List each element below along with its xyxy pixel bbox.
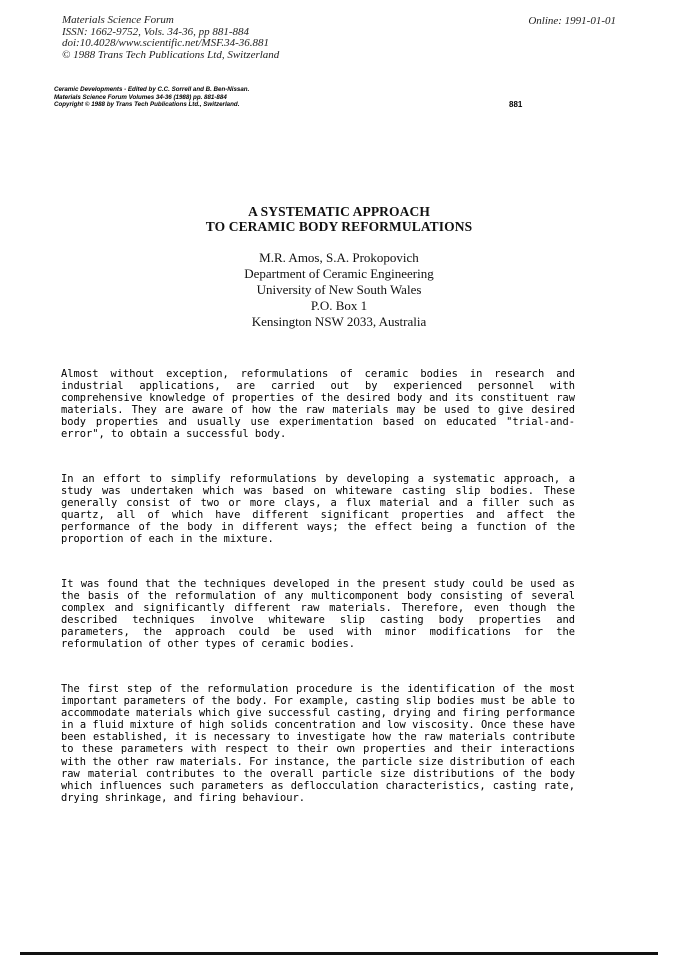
citation-block (54, 86, 249, 109)
body-paragraph: It was found that the techniques developed in the present study could be used as the basis of the reformulation of any multicomponent body consisting of several complex and significantly different raw materials. Therefore, even though the described techniques involve whiteware slip casting body properties and parameters, the approach could be used with minor modifications for the reformulation of other types of ceramic bodies. (61, 578, 575, 651)
author-block (0, 250, 678, 330)
body-paragraph: In an effort to simplify reformulations by developing a systematic approach, a study was undertaken which was based on whiteware casting slip bodies. These generally consist of two or more clays, a flux material and a filler such as quartz, all of which have different significant properties and affect the performance of the body in different ways; the effect being a function of the proportion of each in the mixture. (61, 473, 575, 546)
online-date: Online: 1991-01-01 (528, 15, 616, 27)
bottom-rule (20, 952, 658, 955)
author-po-box: P.O. Box 1 (310, 298, 368, 313)
journal-header (62, 15, 279, 61)
title-line: A SYSTEMATIC APPROACH (248, 204, 430, 219)
journal-doi[interactable]: doi:10.4028/www.scientific.net/MSF.34-36.881 (62, 37, 270, 49)
citation-line: Ceramic Developments - Edited by C.C. Sorrell and B. Ben-Nissan. (54, 86, 250, 93)
citation-line: Materials Science Forum Volumes 34-36 (1988) pp. 881-884 (54, 93, 227, 101)
author-city: Kensington NSW 2033, Australia (251, 314, 427, 329)
citation-line: Copyright © 1988 by Trans Tech Publications Ltd., Switzerland. (54, 101, 240, 108)
body-paragraph: Almost without exception, reformulations of ceramic bodies in research and industrial applications, are carried out by experienced personnel with comprehensive knowledge of properties of the desired body and its constituent raw materials. They are aware of how the raw materials may be used to give desired body properties and usually use experimentation based on educated "trial-and-error", to obtain a successful body. (61, 368, 575, 441)
journal-name: Materials Science Forum (62, 14, 174, 26)
author-university: University of New South Wales (256, 282, 422, 297)
journal-copyright: © 1988 Trans Tech Publications Ltd, Switzerland (62, 48, 280, 61)
title-line: TO CERAMIC BODY REFORMULATIONS (205, 218, 473, 234)
journal-issn: ISSN: 1662-9752, Vols. 34-36, pp 881-884 (62, 25, 249, 38)
page-number: 881 (509, 100, 523, 109)
author-department: Department of Ceramic Engineering (244, 266, 434, 281)
paper-title (0, 205, 678, 234)
author-names: M.R. Amos, S.A. Prokopovich (259, 250, 419, 265)
body-paragraph: The first step of the reformulation procedure is the identification of the most important parameters of the body. For example, casting slip bodies must be able to accommodate materials which give successful casting, drying and firing performance in a fluid mixture of high solids concentration and low viscosity. Once these have been established, it is necessary to investigate how the raw materials contribute to these parameters with respect to their own properties and their interactions with the other raw materials. For instance, the particle size distribution of each raw material contributes to the overall particle size distributions of the body which influences such parameters as deflocculation characteristics, casting rate, drying shrinkage, and firing behaviour. (61, 683, 575, 804)
